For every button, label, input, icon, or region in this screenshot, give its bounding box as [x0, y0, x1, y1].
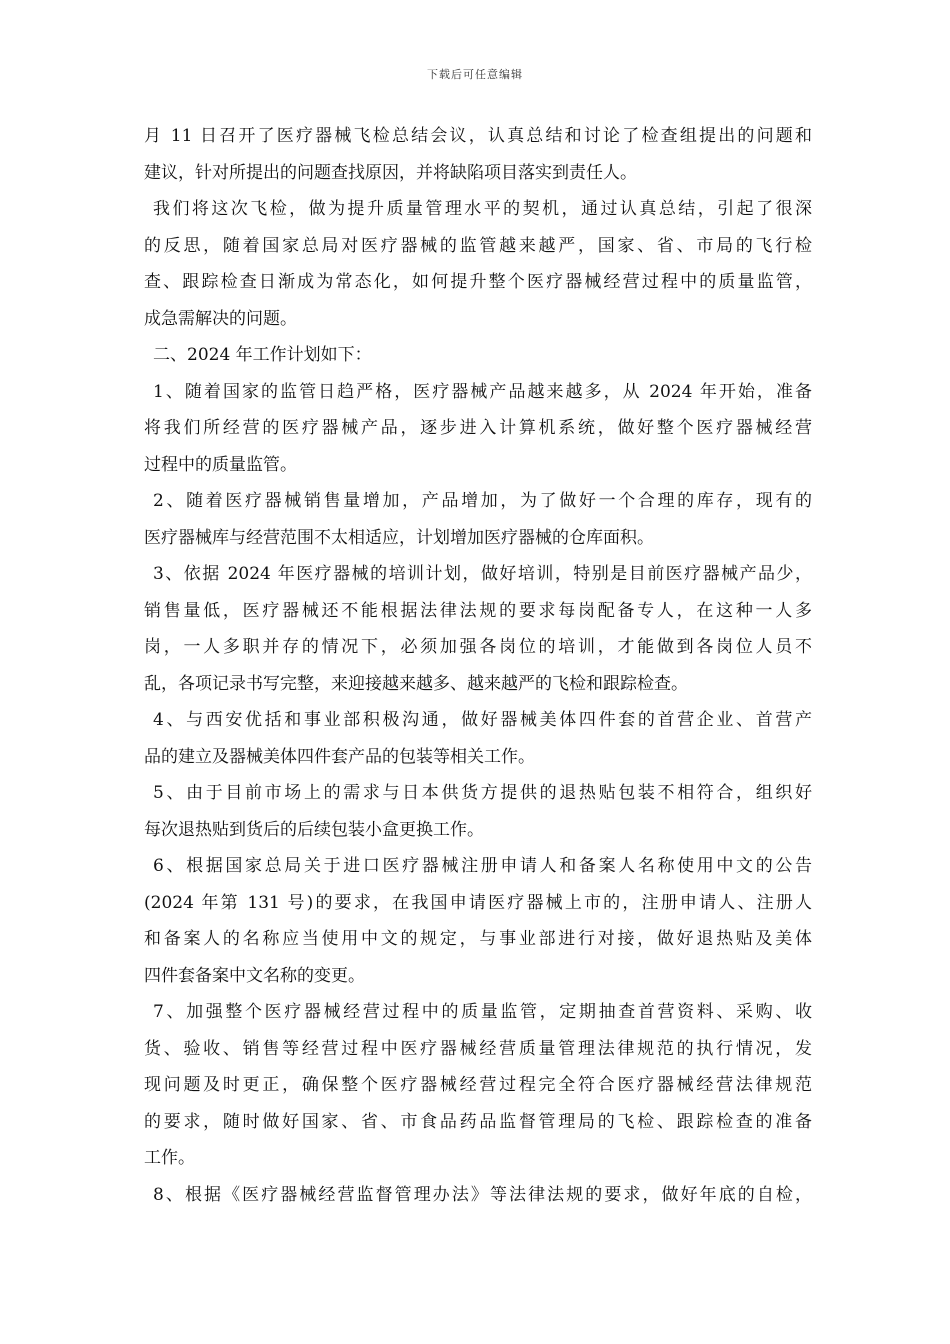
text-line: 现问题及时更正，确保整个医疗器械经营过程完全符合医疗器械经营法律规范: [144, 1075, 812, 1095]
text-line: 过程中的质量监管。: [144, 454, 297, 475]
text-line: (2024 年第 131 号)的要求，在我国申请医疗器械上市的，注册申请人、注册人: [144, 892, 812, 913]
text-line: 月 11 日召开了医疗器械飞检总结会议，认真总结和讨论了检查组提出的问题和: [144, 126, 812, 146]
text-line: 我们将这次飞检，做为提升质量管理水平的契机，通过认真总结，引起了很深: [153, 199, 812, 219]
text-line: 货、验收、销售等经营过程中医疗器械经营质量管理法律规范的执行情况，发: [144, 1038, 812, 1059]
text-line: 5、由于目前市场上的需求与日本供货方提供的退热贴包装不相符合，组织好: [153, 783, 812, 803]
text-line: 二、2024 年工作计划如下：: [153, 345, 372, 365]
text-line: 四件套备案中文名称的变更。: [144, 965, 365, 986]
text-line: 乱，各项记录书写完整，来迎接越来越多、越来越严的飞检和跟踪检查。: [144, 673, 688, 694]
text-line: 每次退热贴到货后的后续包装小盒更换工作。: [144, 819, 484, 840]
text-line: 和备案人的名称应当使用中文的规定，与事业部进行对接，做好退热贴及美体: [144, 929, 812, 949]
text-line: 的要求，随时做好国家、省、市食品药品监督管理局的飞检、跟踪检查的准备: [144, 1111, 812, 1132]
text-line: 查、跟踪检查日渐成为常态化，如何提升整个医疗器械经营过程中的质量监管，: [144, 272, 812, 292]
text-line: 4、与西安优括和事业部积极沟通，做好器械美体四件套的首营企业、首营产: [153, 710, 812, 730]
text-line: 医疗器械库与经营范围不太相适应，计划增加医疗器械的仓库面积。: [144, 527, 654, 548]
text-line: 销售量低，医疗器械还不能根据法律法规的要求每岗配备专人，在这种一人多: [144, 600, 812, 621]
text-line: 6、根据国家总局关于进口医疗器械注册申请人和备案人名称使用中文的公告: [153, 856, 812, 876]
page-header: 下载后可任意编辑: [427, 68, 523, 81]
text-line: 将我们所经营的医疗器械产品，逐步进入计算机系统，做好整个医疗器械经营: [144, 418, 812, 438]
text-line: 品的建立及器械美体四件套产品的包装等相关工作。: [144, 746, 535, 767]
text-line: 建议，针对所提出的问题查找原因，并将缺陷项目落实到责任人。: [144, 162, 637, 183]
text-line: 的反思，随着国家总局对医疗器械的监管越来越严，国家、省、市局的飞行检: [144, 235, 812, 256]
text-line: 岗，一人多职并存的情况下，必须加强各岗位的培训，才能做到各岗位人员不: [144, 637, 812, 657]
text-line: 1、随着国家的监管日趋严格，医疗器械产品越来越多，从 2024 年开始，准备: [153, 381, 812, 402]
document-body: [144, 118, 812, 1213]
text-line: 工作。: [144, 1148, 195, 1168]
text-line: 成急需解决的问题。: [144, 308, 297, 329]
text-line: 3、依据 2024 年医疗器械的培训计划，做好培训，特别是目前医疗器械产品少，: [153, 564, 812, 584]
text-line: 8、根据《医疗器械经营监督管理办法》等法律法规的要求，做好年底的自检，: [153, 1184, 812, 1205]
text-line: 7、加强整个医疗器械经营过程中的质量监管，定期抽查首营资料、采购、收: [153, 1002, 812, 1022]
text-line: 2、随着医疗器械销售量增加，产品增加，为了做好一个合理的库存，现有的: [153, 491, 812, 511]
